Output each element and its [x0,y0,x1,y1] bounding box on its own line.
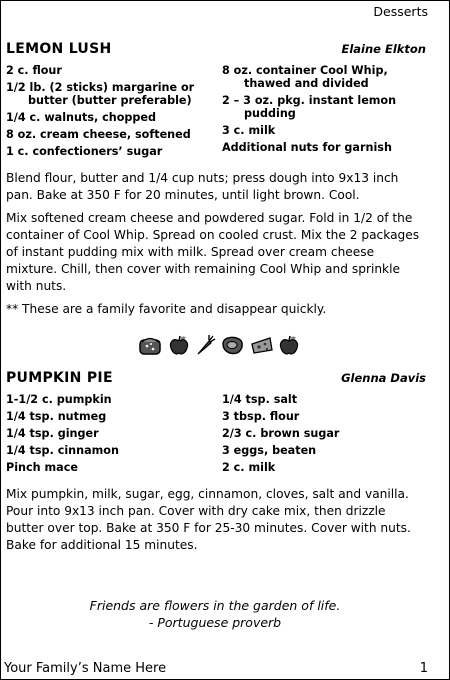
ingredient: 1/4 tsp. salt [222,393,298,406]
ingredient: 1/4 c. walnuts, chopped [6,111,157,124]
ingredients-list [6,64,426,162]
ingredient: 2 – 3 oz. pkg. instant lemon pudding [222,94,397,120]
footer-family-name: Your Family’s Name Here [4,661,167,676]
recipe-title-row [6,41,426,57]
steak-icon [220,334,246,356]
food-icon-divider [138,334,300,356]
recipe-note: ** These are a family favorite and disappear quickly. [6,302,327,316]
ingredient: 1 c. confectioners’ sugar [6,145,163,158]
quote-attribution: - Portuguese proverb [148,615,282,630]
cheese-icon [250,334,274,356]
quote-text: Friends are flowers in the garden of life. [89,598,341,613]
ingredient: 3 eggs, beaten [222,444,317,457]
ingredient: 1/4 tsp. nutmeg [6,410,107,423]
ingredients-list [6,393,426,478]
ingredients-column-left [6,64,222,162]
instruction-paragraph: Mix pumpkin, milk, sugar, egg, cinnamon, cloves, salt and vanilla. Pour into 9x13 inch pan. Cover with dry cake mix, then drizzle butter over top. Bake at 350 F for 25-30 minutes. Cover with nuts. Bake for additional 15 minutes. [6,487,411,552]
recipe-title: PUMPKIN PIE [6,370,113,386]
ingredient: 1/4 tsp. cinnamon [6,444,119,457]
ingredient: Pinch mace [6,461,78,474]
ingredient: 2 c. flour [6,64,62,77]
recipe-author: Elaine Elkton [341,42,426,56]
instruction-paragraph: Mix softened cream cheese and powdered sugar. Fold in 1/2 of the container of Cool Whip. Spread on cooled crust. Mix the 2 packages of instant pudding mix with milk. Spread over cream cheese mixture. Chill, then cover with remaining Cool Whip and sprinkle with nuts. [6,211,420,293]
carrot-icon [194,334,216,356]
bread-icon [138,334,164,356]
apple-icon [278,334,300,356]
section-header: Desserts [373,4,428,19]
quote [0,597,430,631]
ingredients-column-right [222,64,426,162]
ingredients-column-left [6,393,222,478]
recipe-lemon-lush [6,41,426,324]
ingredient: 2 c. milk [222,461,276,474]
ingredient: 1/4 tsp. ginger [6,427,99,440]
recipe-instructions [6,170,426,318]
ingredient: 1-1/2 c. pumpkin [6,393,112,406]
ingredient: 1/2 lb. (2 sticks) margarine or butter (butter preferable) [6,81,195,107]
ingredient: 8 oz. cream cheese, softened [6,128,191,141]
ingredient: 8 oz. container Cool Whip, thawed and divided [222,64,388,90]
ingredient: 2/3 c. brown sugar [222,427,340,440]
ingredient: Additional nuts for garnish [222,141,392,154]
ingredient: 3 c. milk [222,124,276,137]
ingredient: 3 tbsp. flour [222,410,300,423]
ingredients-column-right [222,393,426,478]
recipe-title: LEMON LUSH [6,41,112,57]
page-number: 1 [419,661,428,676]
recipe-author: Glenna Davis [341,371,426,385]
recipe-title-row [6,370,426,386]
instruction-paragraph: Blend flour, butter and 1/4 cup nuts; press dough into 9x13 inch pan. Bake at 350 F for 20 minutes, until light brown. Cool. [6,171,399,202]
recipe-pumpkin-pie [6,370,426,560]
apple-icon [168,334,190,356]
recipe-instructions [6,486,426,554]
